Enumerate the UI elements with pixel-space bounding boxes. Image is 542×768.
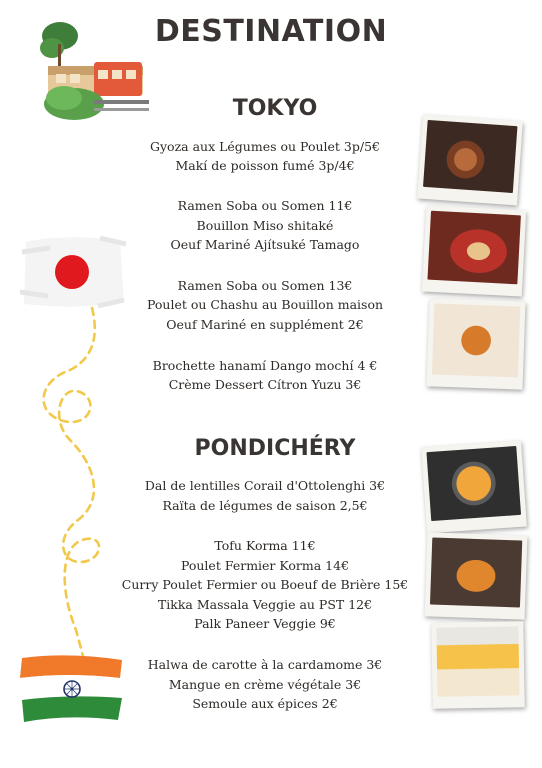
tokyo-menu-item: Brochette hanamí Dango mochí 4 €: [152, 358, 378, 373]
curry-photo: [425, 532, 528, 619]
pondichery-menu-item: Mangue en crème végétale 3€: [168, 677, 362, 692]
pondichery-menu-item: Curry Poulet Fermier ou Boeuf de Brière 15€: [121, 577, 409, 592]
tokyo-menu-item: Ramen Soba ou Somen 13€: [177, 278, 353, 293]
gyoza-photo: [417, 115, 523, 206]
tokyo-menu-item: Crème Dessert Cítron Yuzu 3€: [168, 377, 362, 392]
tokyo-menu-item: Oeuf Mariné Ajítsuké Tamago: [170, 237, 360, 252]
tokyo-menu-item: Bouillon Miso shitaké: [196, 218, 334, 233]
pondichery-menu-item: Poulet Fermier Korma 14€: [180, 558, 350, 573]
dumpling-photo: [422, 205, 526, 296]
tokyo-menu-item: Makí de poisson fumé 3p/4€: [175, 158, 355, 173]
pondichery-section-title: PONDICHÉRY: [194, 436, 356, 461]
pondichery-menu-item: Tikka Massala Veggie au PST 12€: [157, 597, 373, 612]
pondichery-menu-item: Tofu Korma 11€: [214, 538, 316, 553]
tokyo-menu-item: Ramen Soba ou Somen 11€: [177, 198, 353, 213]
train-illustration: [34, 14, 154, 124]
tokyo-menu-item: Oeuf Mariné en supplément 2€: [166, 317, 364, 332]
pondichery-menu-item: Halwa de carotte à la cardamome 3€: [147, 657, 383, 672]
tokyo-menu-item: Gyoza aux Légumes ou Poulet 3p/5€: [150, 139, 380, 154]
pondichery-menu-item: Raïta de légumes de saison 2,5€: [162, 498, 368, 513]
pondichery-menu-item: Dal de lentilles Corail d'Ottolenghi 3€: [144, 478, 386, 493]
mango-dessert-photo: [431, 621, 524, 709]
dal-photo: [421, 441, 527, 534]
dango-photo: [426, 298, 525, 389]
page-title: DESTINATION: [154, 14, 388, 49]
japan-flag-sun: [55, 255, 89, 289]
tokyo-section-title: TOKYO: [232, 96, 318, 121]
tokyo-menu-item: Poulet ou Chashu au Bouillon maison: [146, 297, 384, 312]
pondichery-menu-item: Palk Paneer Veggie 9€: [194, 616, 336, 631]
pondichery-menu-item: Semoule aux épices 2€: [192, 696, 338, 711]
